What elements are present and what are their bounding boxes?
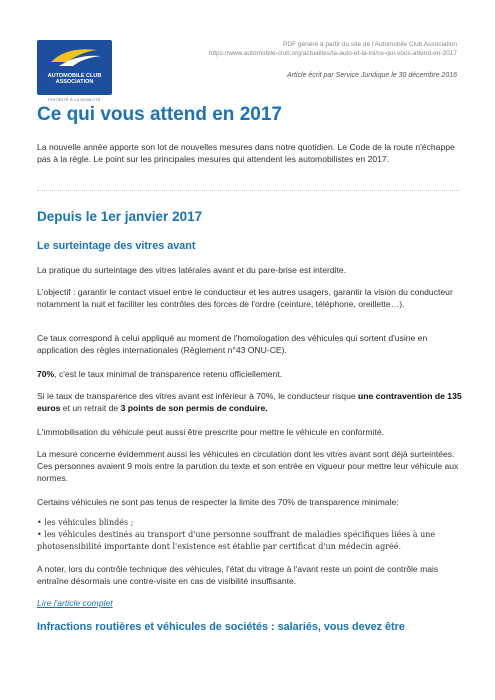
- paragraph: L'objectif : garantir le contact visuel entre le conducteur et les autres usagers, garantir la vision du conducteur notamment la nuit et faciliter les contrôles des forces de l'ordre (ceinture, téléphone, oreillette…).: [37, 287, 453, 310]
- list-item: • les véhicules blindés ;: [37, 518, 134, 527]
- paragraph: [37, 390, 467, 414]
- bold-text: une contravention de 135 euros: [37, 391, 462, 414]
- bold-text: 3 points de son permis de conduire.: [120, 403, 268, 414]
- logo-text-line2: ASSOCIATION: [55, 79, 94, 85]
- logo-text-line1: AUTOMOBILE CLUB: [47, 73, 102, 79]
- logo-tagline: PRIORITÉ À LA MOBILITÉ: [48, 97, 101, 102]
- paragraph: L'immobilisation du véhicule peut aussi être prescrite pour mettre le véhicule en conformité.: [37, 427, 384, 437]
- pdf-source-info: [209, 41, 457, 58]
- article-title: Ce qui vous attend en 2017: [37, 104, 282, 125]
- subsection-title: Le surteintage des vitres avant: [37, 240, 196, 252]
- paragraph: A noter, lors du contrôle technique des véhicules, l'état du vitrage à l'avant reste un point de contrôle mais entraîne désormais une contre-visite en cas de visibilité insuffisante.: [37, 564, 439, 587]
- bold-text: 70%: [37, 369, 55, 379]
- source-text: PDF généré à partir du site de l'Automobile Club Association: [283, 41, 457, 48]
- article-intro: La nouvelle année apporte son lot de nouvelles mesures dans notre quotidien. Le Code de la route n'échappe pas à la règle. Le point sur les principales mesures qui attendent les automobilistes en 2017.: [37, 142, 455, 165]
- read-more-link[interactable]: Lire l'article complet: [37, 598, 113, 608]
- source-url[interactable]: https://www.automobile-club.org/actualites/la-auto-et-la-loi/ce-qui-vous-attend-en-2017: [208, 49, 457, 57]
- paragraph: La pratique du surteintage des vitres latérales avant et du pare-brise est interdite.: [37, 265, 347, 275]
- paragraph: Certains véhicules ne sont pas tenus de respecter la limite des 70% de transparence minimale:: [37, 497, 399, 507]
- paragraph: [37, 368, 467, 380]
- section-title: Depuis le 1er janvier 2017: [37, 209, 203, 224]
- text: Si le taux de transparence des vitres avant est inférieur à 70%, le conducteur risque: [37, 391, 359, 401]
- text: , c'est le taux minimal de transparence retenu officiellement.: [54, 369, 283, 379]
- subsection-title: Infractions routières et véhicules de sociétés : salariés, vous devez être: [37, 621, 405, 633]
- logo-emblem-icon: [37, 40, 112, 74]
- author-date: Article écrit par Service Juridique le 30 décembre 2016: [286, 72, 457, 79]
- paragraph: Ce taux correspond à celui appliqué au moment de l'homologation des véhicules qui sortent d'usine en application des règles internationales (Règlement n°43 ONU-CE).: [37, 333, 428, 356]
- divider: [37, 190, 459, 191]
- paragraph: La mesure concerne évidemment aussi les véhicules en circulation dont les vitres avant sont déjà surteintées. Ces personnes avaient 9 mois entre la parution du texte et son entrée en vigueur pour mettre leur véhicule aux normes.: [37, 449, 459, 484]
- text: et un retrait de: [60, 403, 121, 414]
- aca-logo: [37, 40, 112, 95]
- list-item: • les véhicules destinés au transport d'une personne souffrant de maladies spécifiques liées à une photosensibilité importante dont l'existence est établie par certificat d'un médecin agréé.: [37, 530, 436, 552]
